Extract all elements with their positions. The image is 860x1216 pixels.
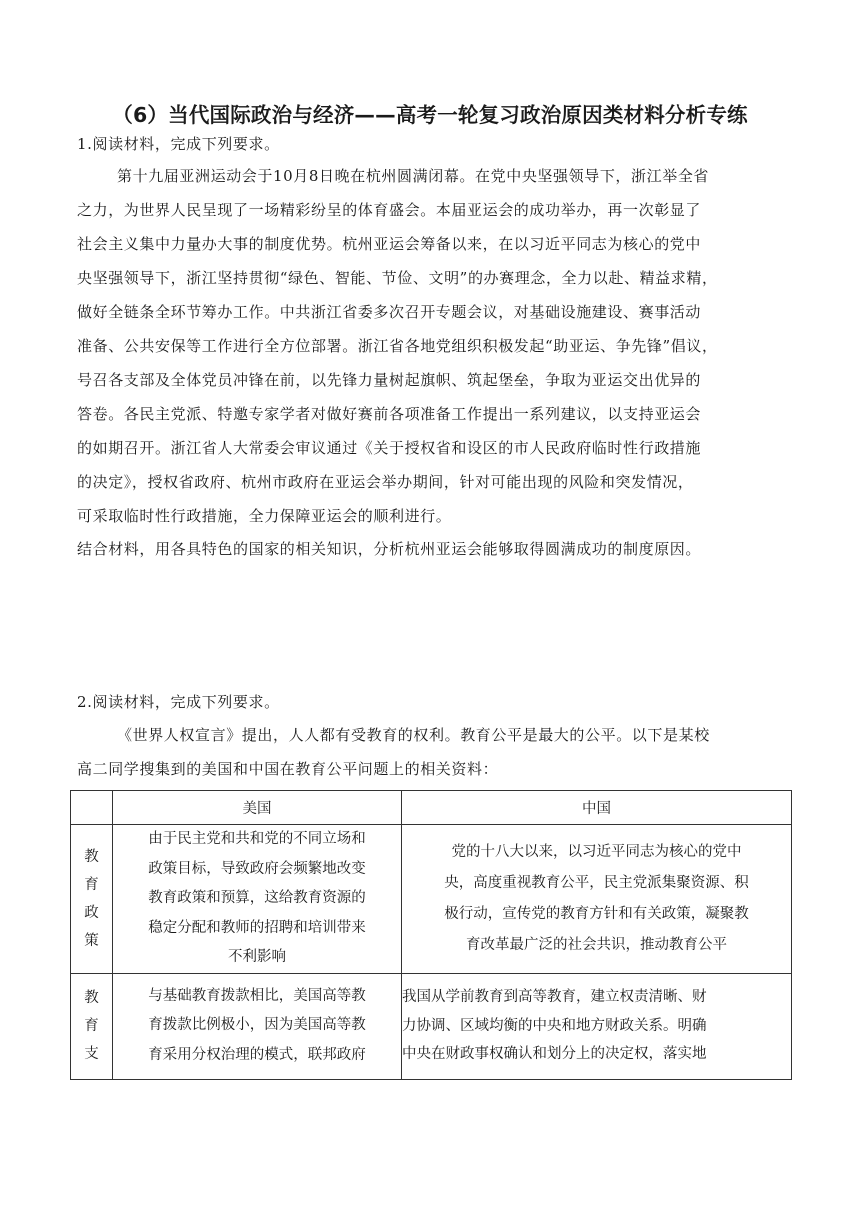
table-row: [71, 973, 792, 1079]
q2-paragraph-line: 高二同学搜集到的美国和中国在教育公平问题上的相关资料：: [77, 760, 499, 778]
row-label-education-support: 教 育 支: [71, 973, 113, 1079]
q1-paragraph-line: 号召各支部及全体党员冲锋在前，以先锋力量树起旗帜、筑起堡垒，争取为亚运交出优异的: [77, 371, 702, 389]
table-cell-us: 与基础教育拨款相比，美国高等教 育拨款比例极小，因为美国高等教 育采用分权治理的模式，联邦政府: [113, 973, 402, 1079]
q1-paragraph-line: 的决定》，授权省政府、杭州市政府在亚运会举办期间，针对可能出现的风险和突发情况，: [77, 473, 694, 491]
q1-task: 结合材料，用各具特色的国家的相关知识，分析杭州亚运会能够取得圆满成功的制度原因。: [77, 540, 702, 558]
table-header-cn: 中国: [402, 791, 792, 825]
q1-heading: 1.阅读材料，完成下列要求。: [77, 135, 280, 153]
table-header-row: [71, 791, 792, 825]
q1-paragraph-line: 央坚强领导下，浙江坚持贯彻“绿色、智能、节俭、文明”的办赛理念，全力以赴、精益求精，: [77, 269, 718, 287]
table-cell-cn: 我国从学前教育到高等教育，建立权责清晰、财 力协调、区域均衡的中央和地方财政关系。明确 中央在财政事权确认和划分上的决定权，落实地: [402, 973, 792, 1079]
q1-paragraph-line: 之力，为世界人民呈现了一场精彩纷呈的体育盛会。本届亚运会的成功举办，再一次彰显了: [77, 201, 702, 219]
q1-paragraph-line: 的如期召开。浙江省人大常委会审议通过《关于授权省和设区的市人民政府临时性行政措施: [77, 439, 702, 457]
table-cell-cn: 党的十八大以来，以习近平同志为核心的党中 央，高度重视教育公平，民主党派集聚资源、积 极行动，宣传党的教育方针和有关政策，凝聚教 育改革最广泛的社会共识，推动教育公平: [402, 825, 792, 974]
row-label-education-policy: 教 育 政 策: [71, 825, 113, 974]
q2-paragraph-line: 《世界人权宣言》提出，人人都有受教育的权利。教育公平是最大的公平。以下是某校: [117, 726, 710, 744]
q1-paragraph-line: 答卷。各民主党派、特邀专家学者对做好赛前各项准备工作提出一系列建议，以支持亚运会: [77, 405, 702, 423]
table-header-corner: [71, 791, 113, 825]
table-header-us: 美国: [113, 791, 402, 825]
q1-paragraph-line: 准备、公共安保等工作进行全方位部署。浙江省各地党组织积极发起“助亚运、争先锋”倡议，: [77, 337, 718, 355]
q1-paragraph-line: 做好全链条全环节筹办工作。中共浙江省委多次召开专题会议，对基础设施建设、赛事活动: [77, 303, 702, 321]
comparison-table: [70, 790, 792, 1080]
q1-paragraph-line: 第十九届亚洲运动会于10月8日晚在杭州圆满闭幕。在党中央坚强领导下，浙江举全省: [117, 167, 710, 185]
table-row: [71, 825, 792, 974]
q1-paragraph-line: 社会主义集中力量办大事的制度优势。杭州亚运会筹备以来，在以习近平同志为核心的党中: [77, 235, 702, 253]
page-title: （6）当代国际政治与经济——高考一轮复习政治原因类材料分析专练: [112, 103, 748, 127]
q2-heading: 2.阅读材料，完成下列要求。: [77, 693, 280, 711]
table-cell-us: 由于民主党和共和党的不同立场和 政策目标，导致政府会频繁地改变 教育政策和预算，这给教育资源的 稳定分配和教师的招聘和培训带来 不利影响: [113, 825, 402, 974]
q1-paragraph-line: 可采取临时性行政措施，全力保障亚运会的顺利进行。: [77, 507, 452, 525]
